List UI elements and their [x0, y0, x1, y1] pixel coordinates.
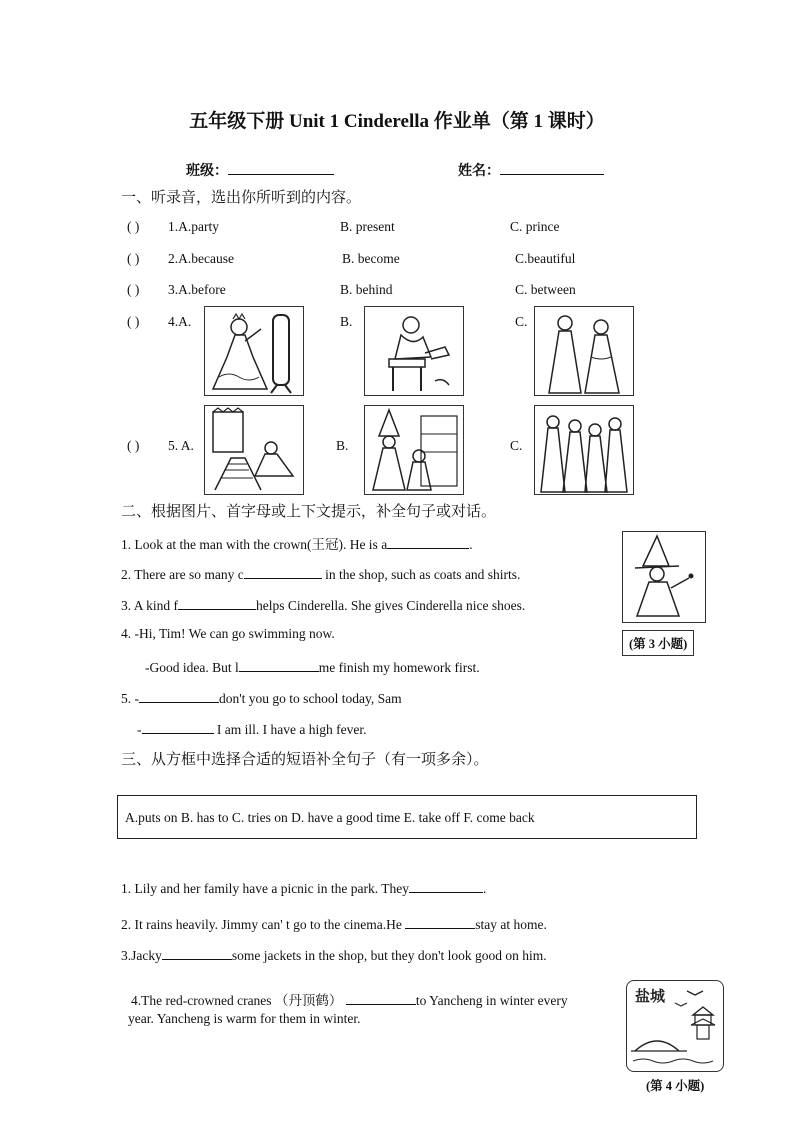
s3-line1-end: . [483, 881, 487, 896]
s1-item1-num: 1. [168, 219, 179, 234]
stamp-text-1: 盐城 [635, 987, 666, 1005]
s1-item3-bracket[interactable]: ( ) [127, 282, 140, 297]
s2-line3-end: helps Cinderella. She gives Cinderella nice shoes. [256, 598, 526, 613]
section2-heading: 二、根据图片、首字母或上下文提示，补全句子或对话。 [121, 504, 497, 520]
s1-item5-label-c: C. [510, 438, 523, 453]
s3-line3-end: some jackets in the shop, but they don't look good on him. [231, 948, 547, 963]
name-field [458, 160, 604, 180]
name-label: 姓名： [458, 164, 500, 179]
s3-line4-text: 4.The red-crowned cranes （丹顶鹤） [131, 993, 346, 1008]
s3-line1 [121, 878, 486, 897]
s1-item1-option-c: C. prince [510, 219, 560, 234]
s2-line3-text: 3. A kind f [121, 598, 179, 613]
s3-line1-text: 1. Lily and her family have a picnic in the park. They [121, 881, 410, 896]
s2-line1-blank[interactable] [387, 534, 469, 549]
options-box [117, 795, 697, 839]
section3-picture-caption: (第 4 小题) [646, 1079, 705, 1093]
s2-line7-end: I am ill. I have a high fever. [213, 722, 367, 737]
picture-four-ladies[interactable] [534, 405, 634, 495]
s1-item4-bracket[interactable]: ( ) [127, 314, 140, 329]
s2-line7-blank[interactable] [142, 719, 214, 734]
class-field [186, 160, 334, 180]
picture-yancheng-stamp [626, 980, 724, 1072]
s2-line6-end: don't you go to school today, Sam [219, 691, 402, 706]
picture-girl-shoe[interactable] [364, 306, 464, 396]
options-text: A.puts on B. has to C. tries on D. have a good time E. take off F. come back [125, 810, 535, 825]
picture-two-sisters[interactable] [534, 306, 634, 396]
s2-line5-blank[interactable] [239, 657, 319, 672]
s2-line6-blank[interactable] [139, 688, 219, 703]
s2-line1-end: . [469, 537, 473, 552]
s3-line5: year. Yancheng is warm for them in winter. [128, 1011, 361, 1026]
s1-item1-option-a: A.party [178, 219, 219, 234]
s1-item3-option-b: B. behind [340, 282, 393, 297]
s3-line3 [121, 945, 547, 964]
s2-line2 [121, 564, 520, 583]
s1-item2-option-c: C.beautiful [515, 251, 576, 266]
s2-line5-text: -Good idea. But l [145, 660, 239, 675]
s2-line5 [145, 657, 480, 676]
s2-line7 [137, 719, 366, 738]
s1-item3-num: 3. [168, 282, 179, 297]
picture-princess-mirror[interactable] [204, 306, 304, 396]
s3-line4-end: to Yancheng in winter every [415, 993, 568, 1008]
s3-line2-text: 2. It rains heavily. Jimmy can' t go to the cinema.He [121, 917, 406, 932]
s1-item3-option-c: C. between [515, 282, 576, 297]
s1-item3-a [168, 282, 226, 298]
s1-item1-a [168, 219, 219, 235]
s3-line4-blank[interactable] [346, 990, 416, 1005]
s3-line4 [131, 989, 568, 1009]
s1-item2-bracket[interactable]: ( ) [127, 251, 140, 266]
section1-heading: 一、听录音，选出你所听到的内容。 [121, 190, 362, 206]
s2-line2-text: 2. There are so many c [121, 567, 244, 582]
s3-line2 [121, 914, 547, 933]
s3-line3-text: 3.Jacky [121, 948, 162, 963]
name-blank[interactable] [500, 160, 604, 175]
s1-item4-label-a: 4.A. [168, 314, 192, 329]
s2-line4: 4. -Hi, Tim! We can go swimming now. [121, 626, 335, 641]
s1-item4-label-c: C. [515, 314, 528, 329]
s2-line6-text: 5. - [121, 691, 139, 706]
s1-item2-num: 2. [168, 251, 179, 266]
page-title: 五年级下册 Unit 1 Cinderella 作业单（第 1 课时） [189, 111, 605, 132]
s2-line2-blank[interactable] [244, 564, 322, 579]
s2-line1 [121, 533, 473, 553]
s3-line2-blank[interactable] [405, 914, 475, 929]
picture-fairy-godmother [622, 531, 706, 623]
s1-item5-bracket[interactable]: ( ) [127, 438, 140, 453]
section3-heading: 三、从方框中选择合适的短语补全句子（有一项多余）。 [121, 752, 489, 768]
class-blank[interactable] [228, 160, 334, 175]
s3-line1-blank[interactable] [409, 878, 483, 893]
s1-item5-label-b: B. [336, 438, 349, 453]
s3-line3-blank[interactable] [162, 945, 232, 960]
s1-item2-a [168, 251, 234, 267]
s2-line6 [121, 688, 402, 707]
s2-line3 [121, 595, 525, 614]
class-label: 班级： [186, 164, 228, 179]
section2-picture-caption: (第 3 小题) [622, 630, 694, 656]
s1-item2-option-b: B. become [342, 251, 400, 266]
s1-item2-option-a: A.because [178, 251, 234, 266]
s1-item1-option-b: B. present [340, 219, 395, 234]
s2-line3-blank[interactable] [178, 595, 256, 610]
s2-line7-text: - [137, 722, 142, 737]
picture-castle-stairs[interactable] [204, 405, 304, 495]
s1-item5-label-a: 5. A. [168, 438, 194, 453]
s1-item1-bracket[interactable]: ( ) [127, 219, 140, 234]
s1-item3-option-a: A.before [178, 282, 226, 297]
s2-line2-end: in the shop, such as coats and shirts. [321, 567, 521, 582]
s2-line1-text: 1. Look at the man with the crown(王冠). He is a [121, 537, 388, 552]
s1-item4-label-b: B. [340, 314, 353, 329]
s3-line2-end: stay at home. [475, 917, 547, 932]
picture-fairy-cinderella[interactable] [364, 405, 464, 495]
s2-line5-end: me finish my homework first. [318, 660, 480, 675]
